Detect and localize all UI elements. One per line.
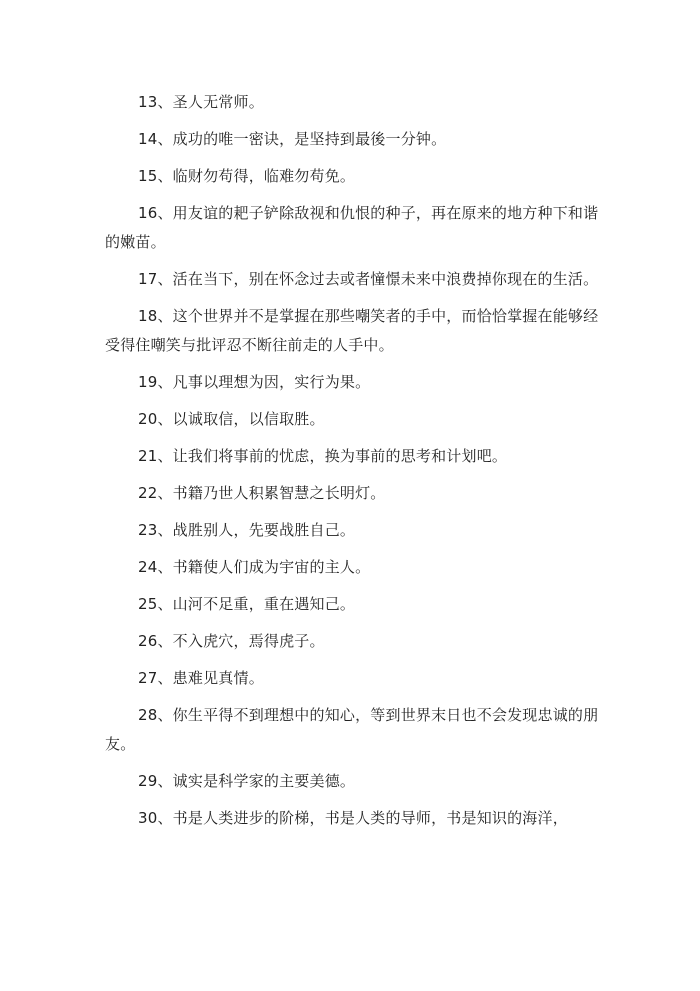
quote-list	[105, 88, 605, 841]
quote-item-22: 22、书籍乃世人积累智慧之长明灯。	[138, 484, 386, 502]
quote-item-28: 28、你生平得不到理想中的知心，等到世界末日也不会发现忠诚的朋友。	[105, 706, 599, 753]
quote-item-23: 23、战胜别人，先要战胜自己。	[138, 521, 356, 539]
quote-item-25: 25、山河不足重，重在遇知己。	[138, 595, 356, 613]
quote-item-13: 13、圣人无常师。	[138, 93, 264, 111]
quote-item-30: 30、书是人类进步的阶梯，书是人类的导师，书是知识的海洋，	[138, 809, 568, 827]
quote-item-29: 29、诚实是科学家的主要美德。	[138, 772, 356, 790]
quote-item-24: 24、书籍使人们成为宇宙的主人。	[138, 558, 371, 576]
quote-item-14: 14、成功的唯一密诀，是坚持到最後一分钟。	[138, 130, 447, 148]
quote-item-27: 27、患难见真情。	[138, 669, 264, 687]
quote-item-18: 18、这个世界并不是掌握在那些嘲笑者的手中，而恰恰掌握在能够经受得住嘲笑与批评忍不断往前走的人手中。	[105, 307, 599, 354]
quote-item-21: 21、让我们将事前的忧虑，换为事前的思考和计划吧。	[138, 447, 508, 465]
quote-item-15: 15、临财勿苟得，临难勿苟免。	[138, 167, 356, 185]
quote-item-19: 19、凡事以理想为因，实行为果。	[138, 373, 371, 391]
quote-item-16: 16、用友谊的耙子铲除敌视和仇恨的种子，再在原来的地方种下和谐的嫩苗。	[105, 204, 599, 251]
quote-item-20: 20、以诚取信，以信取胜。	[138, 410, 325, 428]
quote-item-26: 26、不入虎穴，焉得虎子。	[138, 632, 325, 650]
quote-item-17: 17、活在当下，别在怀念过去或者憧憬未来中浪费掉你现在的生活。	[138, 270, 599, 288]
